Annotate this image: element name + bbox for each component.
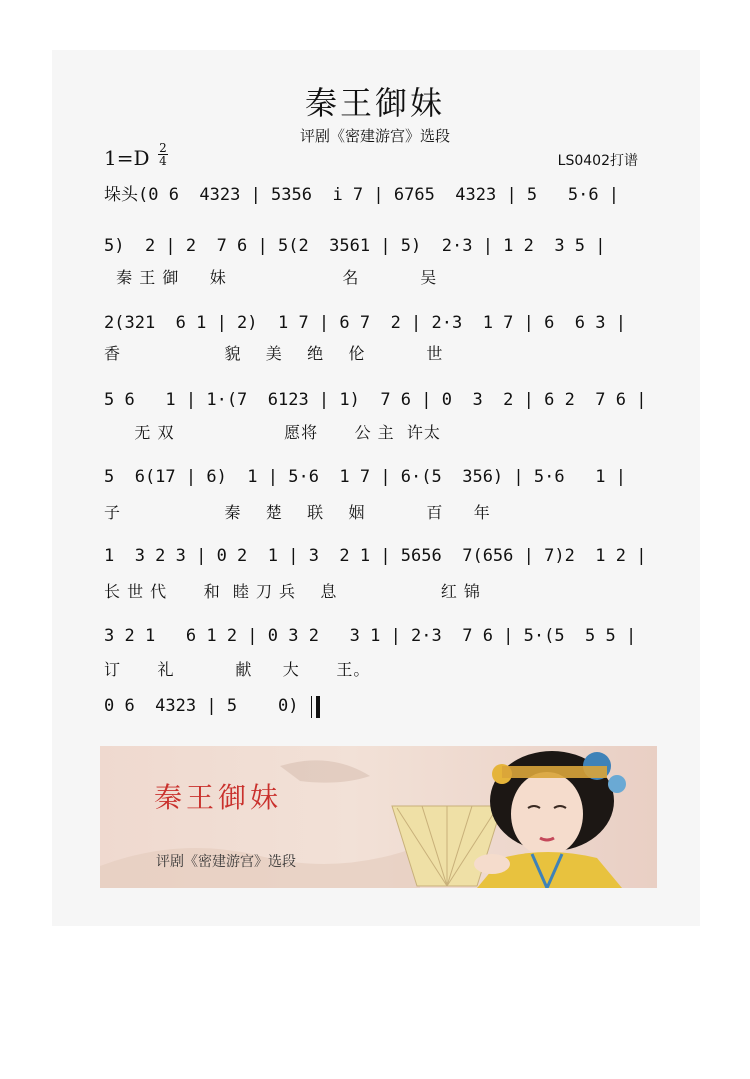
banner-title: 秦王御妹 bbox=[154, 781, 283, 814]
song-title: 秦王御妹 bbox=[304, 84, 445, 122]
notation-line-5: 5 6(17 | 6) 1 | 5·6 1 7 | 6·(5 356) | 5·6 1 | bbox=[104, 467, 626, 487]
opera-actress-portrait bbox=[382, 746, 657, 888]
key-signature: 1=D bbox=[104, 146, 150, 170]
notation-line-8: 0 6 4323 | 5 0) bbox=[104, 696, 299, 716]
notation-line-6: 1 3 2 3 | 0 2 1 | 3 2 1 | 5656 7(656 | 7)2 1 2 | bbox=[104, 546, 647, 566]
notation-line-1: 垛头(0 6 4323 | 5356 i 7 | 6765 4323 | 5 5·6 | bbox=[104, 185, 620, 205]
time-signature bbox=[158, 142, 168, 167]
notation-line-2: 5) 2 | 2 7 6 | 5(2 3561 | 5) 2·3 | 1 2 3 5 | bbox=[104, 236, 606, 256]
notation-line-7: 3 2 1 6 1 2 | 0 3 2 3 1 | 2·3 7 6 | 5·(5 5 5 | bbox=[104, 626, 637, 646]
lyric-line-3: 香 貌 美 绝 伦 世 bbox=[104, 344, 444, 363]
final-barline-thick bbox=[316, 696, 320, 718]
transcriber-credit: LS0402打谱 bbox=[557, 153, 638, 169]
banner-image bbox=[100, 746, 657, 888]
song-subtitle: 评剧《密建游宫》选段 bbox=[299, 127, 450, 145]
banner-subtitle: 评剧《密建游宫》选段 bbox=[156, 854, 296, 870]
notation-line-4: 5 6 1 | 1·(7 6123 | 1) 7 6 | 0 3 2 | 6 2 7 6 | bbox=[104, 390, 647, 410]
lyric-line-4: 无 双 愿将 公 主 许太 bbox=[104, 423, 441, 442]
lyric-line-2: 秦 王 御 妹 名 吴 bbox=[104, 268, 438, 287]
notation-line-3: 2(321 6 1 | 2) 1 7 | 6 7 2 | 2·3 1 7 | 6 6 3 | bbox=[104, 313, 626, 333]
lyric-line-7: 订 礼 献 大 王。 bbox=[104, 660, 371, 679]
meter-bottom: 4 bbox=[159, 154, 167, 168]
lyric-line-5: 子 秦 楚 联 姻 百 年 bbox=[104, 503, 491, 522]
meter-top: 2 bbox=[159, 141, 167, 155]
final-barline-thin bbox=[311, 696, 312, 718]
lyric-line-6: 长 世 代 和 睦 刀 兵 息 红 锦 bbox=[104, 582, 481, 601]
